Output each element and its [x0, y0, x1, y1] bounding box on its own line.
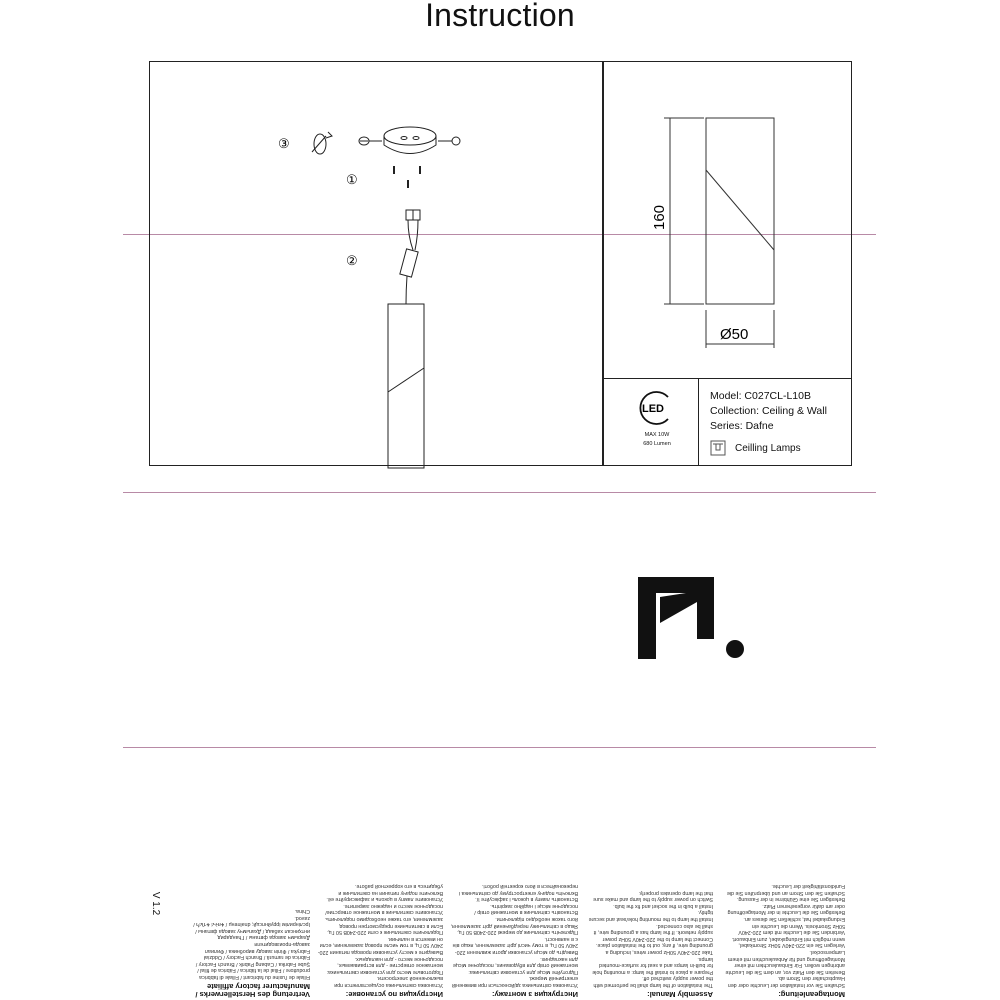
manual-line: China.: [294, 908, 310, 915]
collection-label: Collection: Ceiling & Wall: [710, 405, 827, 417]
diameter-dimension-label: [720, 326, 748, 343]
cylinder-lamp-icon: [388, 304, 424, 468]
svg-text:③: ③: [278, 136, 290, 151]
manual-line: Verlegen Sie ein 220-240V 50Hz Stromkabel, wenn möglich mit Erdungskabel, zum Einbauort.: [731, 935, 845, 949]
manual-line: The installation of the lamp shall be performed with the power supply switched off.: [593, 975, 713, 988]
rotate-arrow-icon: [312, 132, 332, 154]
manual-line: Подготовьте место для установки светильника: монтажное отверстие - для встраиваемых, посадочное место - для накладных.: [326, 955, 443, 975]
manual-line: Take 220-240V 50Hz power wires, including a grounding wire, if any, out to the installation place.: [595, 942, 713, 956]
manual-line: Bereiten Sie den Platz vor, an dem Sie die Leuchte anbringen wollen. Für Einbauleuchten mit einer Montageöffnung und für Anbauleuchten mit einem Lampensockel.: [725, 949, 845, 975]
divider-line-2: [123, 747, 876, 748]
manual-line: Підготуйте місце для установки світильника: монтажний отвір для вбудованих, посадочне місце для накладних.: [452, 955, 578, 975]
manual-section-factory: [192, 758, 310, 998]
fold-line-left: [123, 234, 149, 235]
series-label: Series: Dafne: [710, 420, 774, 432]
svg-text:①: ①: [346, 172, 358, 187]
version-label: V 1.2: [150, 891, 162, 916]
manual-line: Подключите светильник к сети 220-240В 50 Гц. Если в светильнике предусмотрен провод заземления, его также необходимо подключить.: [324, 916, 443, 936]
manual-line: Встановіть лампу в цоколь і зафіксуйте її.: [475, 896, 578, 903]
manual-line: Установка світильника здійснюється при вимкненій електричній мережі.: [452, 975, 578, 988]
lamp-side-view: [706, 118, 774, 304]
svg-text:②: ②: [346, 253, 358, 268]
manual-line: Install a bulb in the socket and fix the bulb.: [613, 902, 713, 909]
screw-right-icon: [438, 137, 460, 145]
brand-logo: [636, 577, 748, 661]
manual-line: Установите светильник в монтажное отверстие/посадочное место и надежно закрепите.: [325, 902, 443, 916]
lumen-label: 680 Lumen: [643, 441, 671, 447]
svg-text:LED: LED: [642, 403, 664, 415]
section-title: Vertretung des Herstellerwerks / Manufacturer factory affiliate: [195, 982, 310, 999]
manual-line: Switch on power supply to the lamp and make sure that the lamp operates properly.: [593, 889, 713, 903]
dimension-drawing: [640, 110, 840, 360]
fold-line-right: [852, 234, 876, 235]
manual-line: Schalten Sie vor Installation der Leuchte oder den Hauptschalter den Strom ab.: [727, 975, 845, 988]
info-box-divider: [698, 379, 699, 466]
manual-section-en: [588, 758, 713, 998]
led-driver-icon: [400, 249, 418, 304]
step-3-label: [278, 136, 290, 151]
manual-line: Виведіть до місця установки дроти живлення 220-240V 50 Гц, в тому числі дріт заземлення, якщо він є в наявності.: [452, 935, 578, 956]
manual-line: Befestigen Sie eine Glühbirne in der Fassung.: [736, 896, 845, 903]
manual-line: Включите подачу питания на светильник и убедитесь в его корректной работе.: [338, 883, 443, 896]
manual-section-ua: [450, 758, 578, 998]
section-title: Инструкция з монтажу:: [492, 990, 578, 999]
svg-text:160: 160: [651, 204, 668, 230]
manual-line: Verbinden Sie die Leuchte mit dem 220-240V 50Hz Stromkreis. Wenn die Leuchte ein Erdungskabel hat, schließen Sie dieses an.: [738, 916, 845, 936]
section-title: Montageanleitung:: [778, 990, 845, 999]
manual-section-de: [725, 758, 845, 998]
manual-line: Connect the lamp to the 220-240V 50Hz power supply network. If the lamp has a grounding wire, it shall be also connected.: [593, 922, 713, 942]
manual-line: Filiale de l'usine du fabricant / Filiale di fabbrica produttore / Filial de la fábrica / Fábrica de filial / Şube Fabrika / Cabang Pabrik / Branch Factory / Fábrica de ramură / Branch Factory / Oddział Fabryka / Філія заводу виробника / Филиал завода-производителя: [195, 941, 310, 980]
manual-text-area: [150, 752, 850, 1000]
manual-line: Prepare a place to install the lamp: a mounting hole for built-in lamps and a seat for surface-mounted lamps.: [592, 955, 713, 975]
section-title: Assembly Manual:: [647, 990, 713, 999]
divider-line-1: [123, 492, 876, 493]
step-1-label: [346, 172, 358, 187]
manual-line: Выведите к месту установки провода питания 220-240V 50 Гц, в том числе провод заземления, если он имеется в наличии.: [317, 935, 443, 956]
manual-line: Установка светильника осуществляется при выключенной электросети.: [334, 975, 443, 988]
svg-text:Ø50: Ø50: [720, 326, 749, 343]
height-dimension-line: [664, 118, 704, 304]
terminal-block-icon: [406, 210, 420, 250]
manual-line: Встановіть світильник в монтажний отвір / посадочне місце і надійно закріпіть.: [474, 902, 578, 916]
manual-line: Дхарымч завода фвтаны / Гһандарид интҳинсал хабаад / Дхагымчу завода фвтаны / Ірслінрилім ірруйнпсцй; dnəlnɐнμ / ፋክትሪ ፋብሪካ / zavod.: [193, 914, 310, 941]
manual-line: Включіть подачу електроструму до світильника і переконайтеся в його коректній роботі.: [458, 883, 578, 896]
manual-line: Установите лампу в цоколь и зафиксируйте её.: [326, 896, 443, 903]
max-power-label: MAX 10W: [644, 432, 670, 438]
manual-line: Підключіть світильник до мережі 220-240В 50 Гц. Якщо в світильнику передбачений дріт заземлення, його також необхідно підключити.: [450, 916, 578, 936]
small-screws-icon: [394, 166, 420, 188]
manual-line: Schalten Sie den Strom an und überprüfen Sie die Funktionsfähigkeit der Leuchte.: [726, 883, 845, 896]
mounting-plate-icon: [384, 127, 436, 154]
height-dimension-label: [651, 205, 668, 230]
step-2-label: [346, 253, 358, 268]
manual-line: Install the lamp to the mounting hole/seat and secure tightly.: [588, 909, 713, 923]
ceiling-lamp-icon: [710, 440, 726, 456]
lamp-type-label: Ceilling Lamps: [735, 443, 801, 454]
manual-line: Befestigen Sie die Leuchte in der Montageöffnung oder am dafür vorgesehenen Platz.: [727, 902, 845, 916]
manual-section-ru: [315, 758, 443, 998]
page-title: Instruction: [425, 0, 575, 33]
section-title: Инструкция по установке:: [345, 990, 443, 999]
led-icon: [636, 388, 676, 428]
model-label: Model: C027CL-L10B: [710, 390, 811, 402]
screw-left-icon: [359, 137, 382, 145]
assembly-diagram: [270, 110, 490, 470]
